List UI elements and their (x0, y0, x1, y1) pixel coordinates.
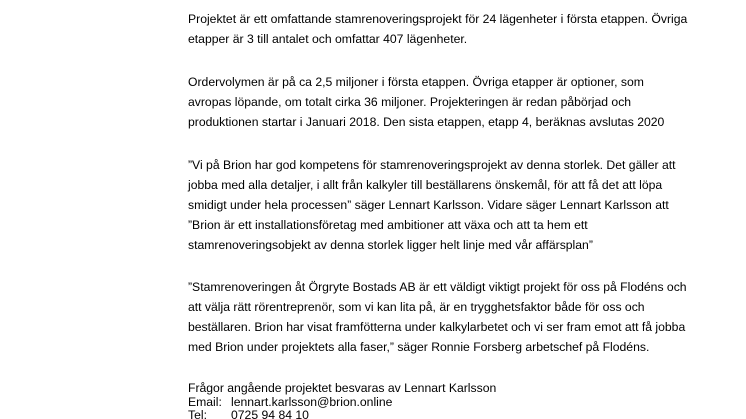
text-line: att välja rätt rörentreprenör, som vi kan lita på, är en trygghetsfaktor både för oss och (188, 300, 645, 314)
text-line: ”Brion är ett installationsföretag med ambitioner att växa och att ta hem ett (188, 218, 588, 232)
text-line: jobba med alla detaljer, i allt från kalkyler till beställarens önskemål, för att få det att löpa (188, 178, 663, 192)
text-line: smidigt under hela processen” säger Lennart Karlsson. Vidare säger Lennart Karlsson att (188, 198, 669, 212)
text-line: Ordervolymen är på ca 2,5 miljoner i första etappen. Övriga etapper är optioner, som (188, 75, 644, 89)
email-label: Email: (188, 394, 222, 409)
text-line: etapper är 3 till antalet och omfattar 407 lägenheter. (188, 32, 468, 46)
text-line: med Brion under projektets alla faser,” säger Ronnie Forsberg arbetschef på Flodéns. (188, 340, 650, 354)
paragraph-order-volume (188, 72, 708, 132)
contact-intro: Frågor angående projektet besvaras av Lennart Karlsson (188, 381, 497, 395)
paragraph-project-scope (188, 9, 708, 49)
text-line: beställaren. Brion har visat framfötterna under kalkylarbetet och vi ser fram emot att få jobba (188, 320, 686, 334)
contact-block (188, 382, 496, 419)
text-line: Projektet är ett omfattande stamrenoveringsprojekt för 24 lägenheter i första etappen. Övriga (188, 12, 688, 26)
text-line: stamrenoveringsobjekt av denna storlek ligger helt linje med vår affärsplan” (188, 238, 593, 252)
tel-value: 0725 94 84 10 (231, 408, 309, 419)
contact-tel-row (188, 409, 496, 419)
text-line: avropas löpande, om totalt cirka 36 miljoner. Projekteringen är redan påbörjad och (188, 95, 632, 109)
contact-email-row (188, 396, 496, 410)
paragraph-flodens-quote (188, 277, 708, 357)
email-link[interactable]: lennart.karlsson@brion.online (231, 394, 393, 409)
text-line: ”Vi på Brion har god kompetens för stamrenoveringsprojekt av denna storlek. Det gäller att (188, 158, 676, 172)
text-line: produktionen startar i Januari 2018. Den sista etappen, etapp 4, beräknas avslutas 2020 (188, 115, 665, 129)
text-line: ”Stamrenoveringen åt Örgryte Bostads AB är ett väldigt viktigt projekt för oss på Flodéns och (188, 280, 687, 294)
tel-label: Tel: (188, 408, 207, 419)
paragraph-brion-quote (188, 155, 708, 255)
